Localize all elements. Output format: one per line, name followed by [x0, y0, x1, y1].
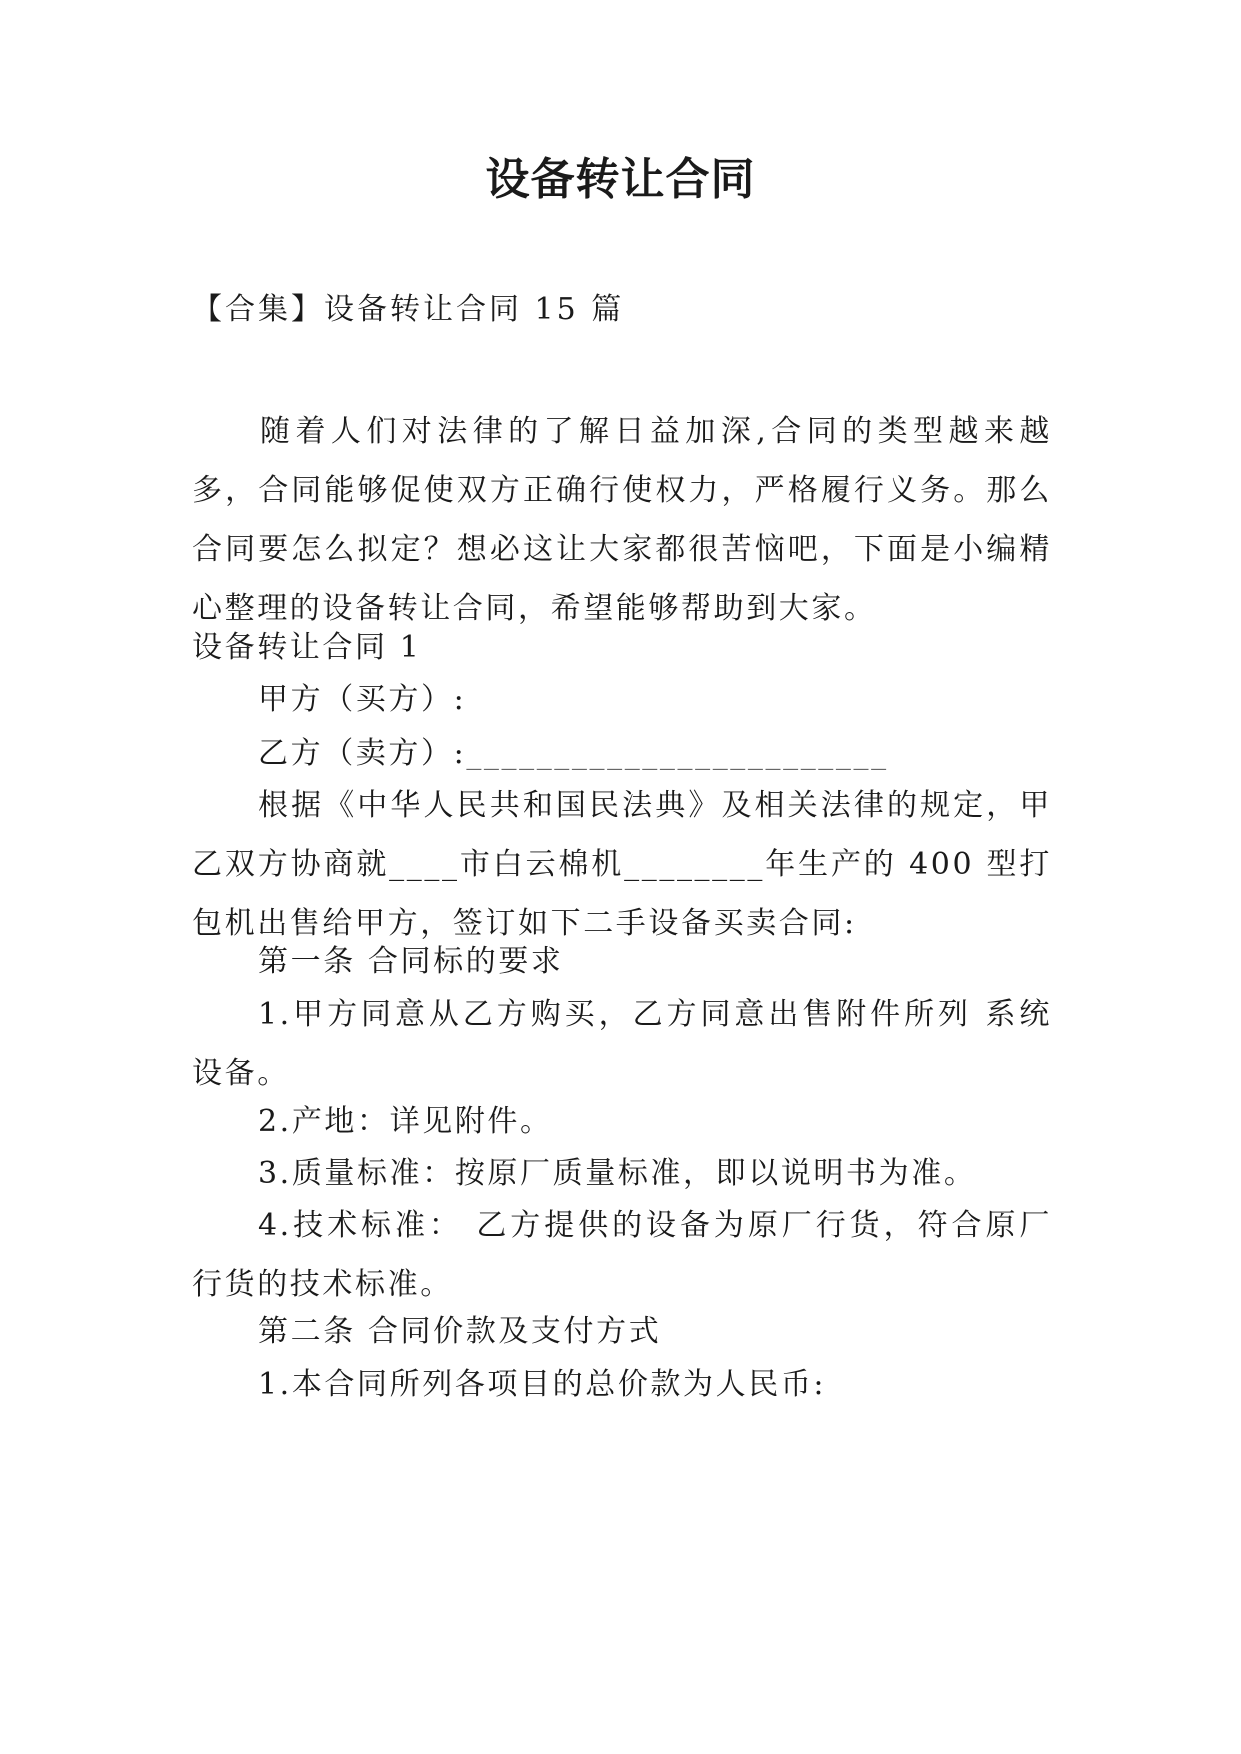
- intro-paragraph: 随着人们对法律的了解日益加深,合同的类型越来越多，合同能够促使双方正确行使权力，严格履行义务。那么合同要怎么拟定？想必这让大家都很苦恼吧，下面是小编精心整理的设备转让合同，希望能够帮助到大家。: [192, 414, 1052, 626]
- party-b-line: [258, 724, 889, 783]
- article-1-item-1: 1.甲方同意从乙方购买，乙方同意出售附件所列 系统设备。: [192, 997, 1052, 1091]
- section-heading: 设备转让合同 1: [192, 630, 422, 665]
- party-a-line: 甲方（买方）:: [258, 682, 467, 717]
- document-title: 设备转让合同: [485, 154, 756, 205]
- article-1-item-4: 4.技术标准： 乙方提供的设备为原厂行货，符合原厂行货的技术标准。: [192, 1208, 1052, 1302]
- party-b-blank: ________________________: [466, 736, 889, 771]
- article-2-heading: 第二条 合同价款及支付方式: [258, 1314, 662, 1349]
- article-1-item-3: 3.质量标准：按原厂质量标准，即以说明书为准。: [258, 1156, 977, 1191]
- article-2-item-1: 1.本合同所列各项目的总价款为人民币:: [258, 1367, 827, 1402]
- basis-paragraph: 根据《中华人民共和国民法典》及相关法律的规定，甲乙双方协商就____市白云棉机________年生产的 400 型打包机出售给甲方，签订如下二手设备买卖合同:: [192, 788, 1052, 941]
- article-1-heading: 第一条 合同标的要求: [258, 944, 564, 979]
- document-subtitle: 【合集】设备转让合同 15 篇: [192, 292, 625, 327]
- article-1-item-2: 2.产地：详见附件。: [258, 1104, 553, 1139]
- party-b-label: 乙方（卖方）:: [258, 736, 467, 771]
